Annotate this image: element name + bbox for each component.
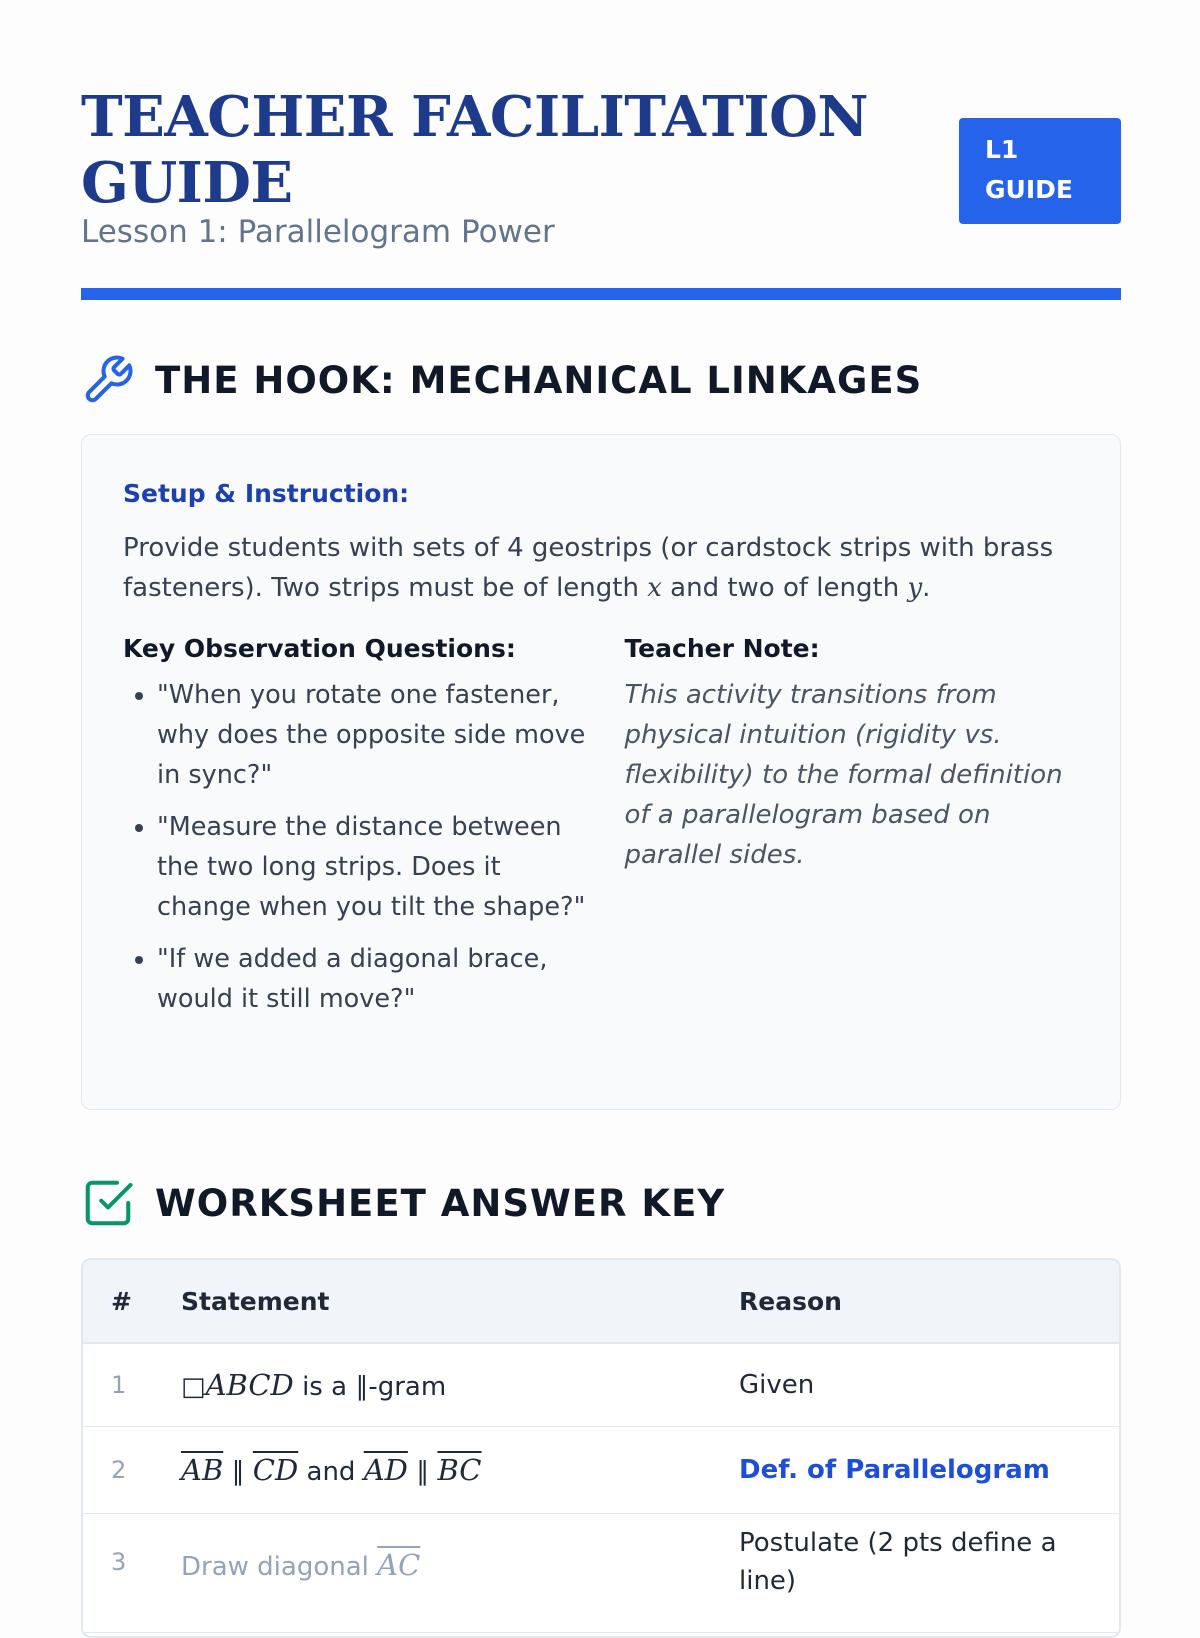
segment-cd: $\overline{CD}$ (252, 1453, 299, 1487)
teacher-note-title: Teacher Note: (624, 634, 820, 663)
column-header-number: # (111, 1286, 132, 1316)
checkbox-checked-icon (81, 1176, 135, 1230)
answer-key-heading: WORKSHEET ANSWER KEY (155, 1181, 726, 1225)
page-title (81, 84, 881, 216)
lesson-badge (959, 118, 1121, 224)
setup-text-part-3: . (922, 573, 931, 603)
answer-key-table (81, 1258, 1121, 1638)
segment-bc: $\overline{BC}$ (437, 1453, 482, 1487)
parallel-symbol: ∥ (355, 1372, 369, 1402)
segment-ad: $\overline{AD}$ (363, 1453, 408, 1487)
teacher-note-column (624, 634, 1080, 1031)
list-item: • "Measure the distance between the two long strips. Does it change when you tilt the shape?" (157, 807, 592, 927)
questions-column (123, 634, 592, 1031)
math-abcd: ABCD (205, 1368, 294, 1402)
column-header-reason: Reason (739, 1286, 842, 1316)
questions-list (123, 675, 592, 1019)
segment-ab: $\overline{AB}$ (181, 1453, 224, 1487)
and-text: and (298, 1457, 364, 1487)
reason-cell: Def. of Parallelogram (739, 1455, 1050, 1485)
guide-header (81, 84, 1121, 252)
wrench-icon (81, 353, 135, 407)
setup-text-part-1: Provide students with sets of 4 geostrips (or cardstock strips with brass fasteners). Two strips must be of length (123, 533, 1054, 603)
header-divider (81, 288, 1121, 300)
table-row (83, 1427, 1119, 1514)
row-number: 1 (111, 1371, 127, 1399)
statement-text: Draw diagonal (181, 1552, 378, 1582)
title-line-1: TEACHER FACILITATION (81, 84, 869, 150)
statement-text: is a (293, 1372, 356, 1402)
variable-y: y (907, 573, 923, 603)
lesson-subtitle: Lesson 1: Parallelogram Power (81, 214, 555, 250)
hook-section-header (81, 353, 922, 407)
hook-columns (123, 634, 1080, 1031)
segment-ac: $\overline{AC}$ (377, 1548, 421, 1582)
hook-card (81, 434, 1121, 1110)
badge-line-1: L1 (985, 135, 1019, 164)
table-row (83, 1344, 1119, 1427)
reason-line-2: line) (739, 1566, 797, 1596)
reason-line-1: Postulate (2 pts define a (739, 1528, 1057, 1558)
row-number: 3 (111, 1548, 127, 1576)
answer-key-section-header (81, 1176, 725, 1230)
parallel-symbol: ∥ (407, 1457, 438, 1487)
setup-label: Setup & Instruction: (123, 479, 410, 508)
title-line-2: GUIDE (81, 150, 293, 216)
teacher-note-text: This activity transitions from physical intuition (rigidity vs. flexibility) to the formal definition of a parallelogram based on parallel sides. (624, 680, 1063, 870)
variable-x: x (647, 573, 662, 603)
list-item: • "When you rotate one fastener, why does the opposite side move in sync?" (157, 675, 592, 795)
statement-cell (181, 1514, 739, 1582)
reason-cell: Given (739, 1370, 815, 1400)
quadrilateral-symbol: □ (181, 1372, 206, 1402)
statement-text-end: -gram (368, 1372, 447, 1402)
reason-cell (739, 1514, 1119, 1600)
table-header (83, 1260, 1119, 1344)
statement-cell (181, 1368, 739, 1402)
table-row (83, 1514, 1119, 1633)
questions-title: Key Observation Questions: (123, 634, 516, 663)
parallel-symbol: ∥ (223, 1457, 253, 1487)
setup-text (123, 528, 1080, 608)
row-number: 2 (111, 1456, 127, 1484)
hook-heading: THE HOOK: MECHANICAL LINKAGES (155, 358, 923, 402)
badge-line-2: GUIDE (985, 175, 1073, 204)
column-header-statement: Statement (181, 1286, 330, 1316)
statement-cell (181, 1453, 739, 1487)
setup-text-part-2: and two of length (661, 573, 908, 603)
list-item: • "If we added a diagonal brace, would it still move?" (157, 939, 592, 1019)
